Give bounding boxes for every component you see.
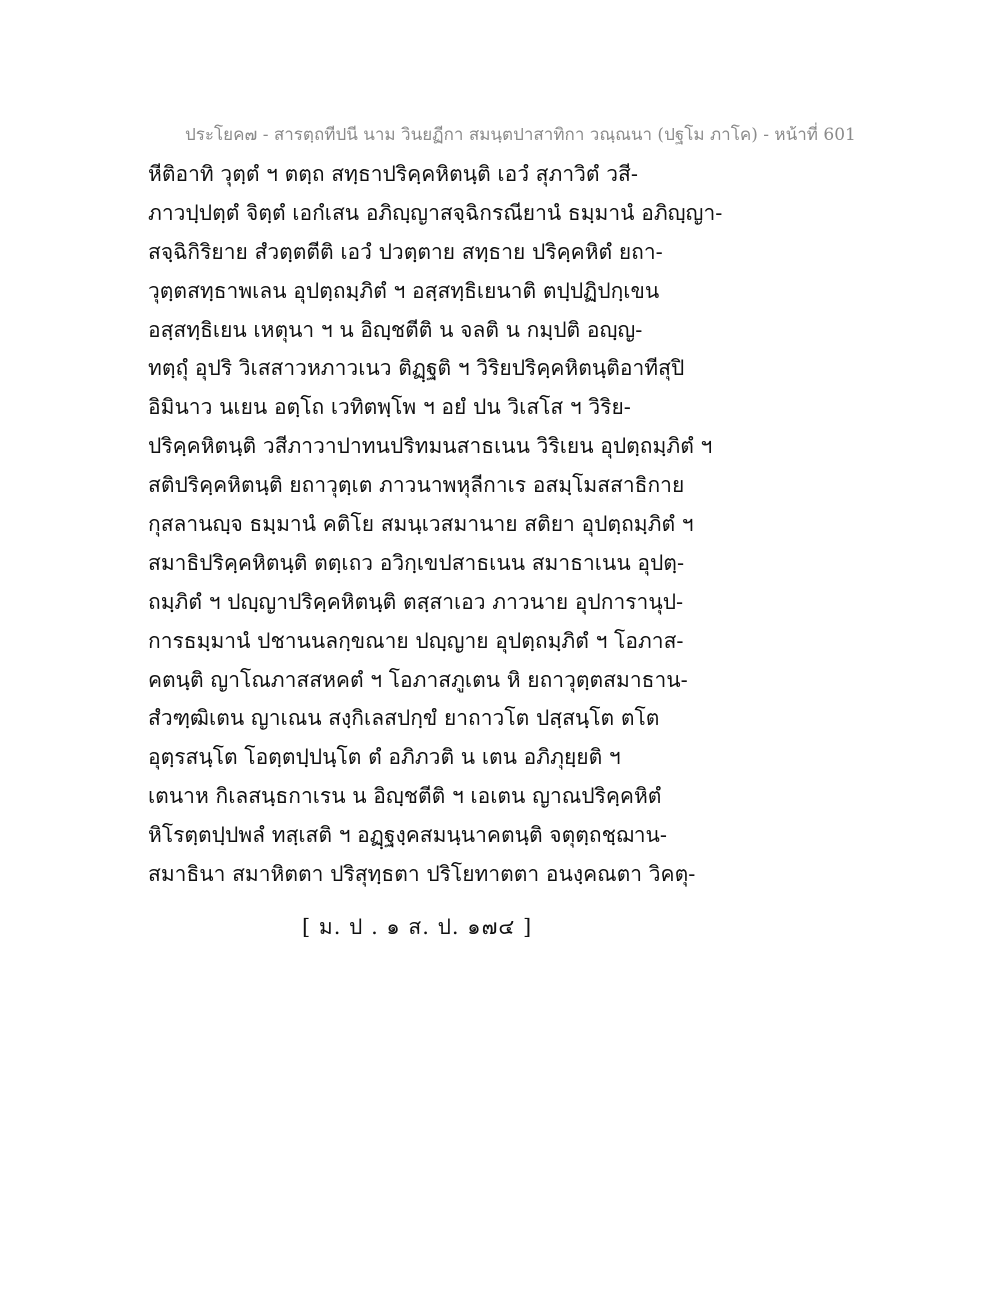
text-line: สมาธิปริคฺคหิตนฺติ ตตฺเถว อวิกฺเขปสาธเนน สมาธาเนน อุปตฺ- xyxy=(148,550,685,575)
text-line: สํวฑฺฒิเตน ญาเณน สงฺกิเลสปกฺขํ ยาถาวโต ปสฺสนฺโต ตโต xyxy=(148,706,660,731)
text-line: คตนฺติ ญาโณภาสสหคตํ ฯ โอภาสภูเตน หิ ยถาวุตฺตสมาธาน- xyxy=(148,667,688,692)
text-line: หีติอาทิ วุตฺตํ ฯ ตตฺถ สทฺธาปริคฺคหิตนฺติ เอวํ สุภาวิตํ วสี- xyxy=(148,162,638,186)
text-line: กุสลานญฺจ ธมฺมานํ คติโย สมนฺเวสมานาย สติยา อุปตฺถมฺภิตํ ฯ xyxy=(148,512,694,537)
text-line: อสฺสทฺธิเยน เหตุนา ฯ น อิญฺชตีติ น จลติ น กมฺปติ อญฺญ- xyxy=(148,317,643,342)
text-line: ถมฺภิตํ ฯ ปญฺญาปริคฺคหิตนฺติ ตสฺสาเอว ภาวนาย อุปการานุป- xyxy=(148,589,684,614)
body-text xyxy=(148,155,868,894)
text-line: ทตฺถุํ อุปริ วิเสสาวหภาวเนว ติฏฺฐติ ฯ วิริยปริคฺคหิตนฺติอาทีสุปิ xyxy=(148,356,685,381)
text-line: ภาวปฺปตฺตํ จิตฺตํ เอกํเสน อภิญฺญาสจฺฉิกรณียานํ ธมฺมานํ อภิญฺญา- xyxy=(148,200,723,225)
text-line: สติปริคฺคหิตนฺติ ยถาวุตฺเต ภาวนาพหุลีกาเร อสมฺโมสสาธิกาย xyxy=(148,473,685,498)
running-header: ประโยค๗ - สารตฺถทีปนี นาม วินยฏีกา สมนฺตปาสาทิกา วณฺณนา (ปฐโม ภาโค) - หน้าที่ 601 xyxy=(185,125,856,145)
text-line: เตนาห กิเลสนฺธกาเรน น อิญฺชตีติ ฯ เอเตน ญาณปริคฺคหิตํ xyxy=(148,784,662,809)
text-line: ปริคฺคหิตนฺติ วสีภาวาปาทนปริทมนสาธเนน วิริเยน อุปตฺถมฺภิตํ ฯ xyxy=(148,434,713,459)
text-line: หิโรตฺตปฺปพลํ ทสฺเสติ ฯ อฏฺฐงฺคสมนฺนาคตนฺติ จตุตฺถชฺฌาน- xyxy=(148,823,668,848)
text-line: อุตฺรสนฺโต โอตฺตปฺปนฺโต ตํ อภิภวติ น เตน อภิภุยฺยติ ฯ xyxy=(148,745,621,770)
text-line: สมาธินา สมาหิตตา ปริสุทฺธตา ปริโยทาตตา อนงฺคณตา วิคตุ- xyxy=(148,862,696,887)
text-line: วุตฺตสทฺธาพเลน อุปตฺถมฺภิตํ ฯ อสฺสทฺธิเยนาติ ตปฺปฏิปกฺเขน xyxy=(148,278,660,303)
text-line: สจฺฉิกิริยาย สํวตฺตตีติ เอวํ ปวตฺตาย สทฺธาย ปริคฺคหิตํ ยถา- xyxy=(148,239,663,264)
text-line: การธมฺมานํ ปชานนลกฺขณาย ปญฺญาย อุปตฺถมฺภิตํ ฯ โอภาส- xyxy=(148,628,684,653)
text-line: อิมินาว นเยน อตฺโถ เวทิตพฺโพ ฯ อยํ ปน วิเสโส ฯ วิริย- xyxy=(148,395,631,420)
footnote-reference: [ ม. ป . ๑ ส. ป. ๑๗๔ ] xyxy=(302,915,533,939)
